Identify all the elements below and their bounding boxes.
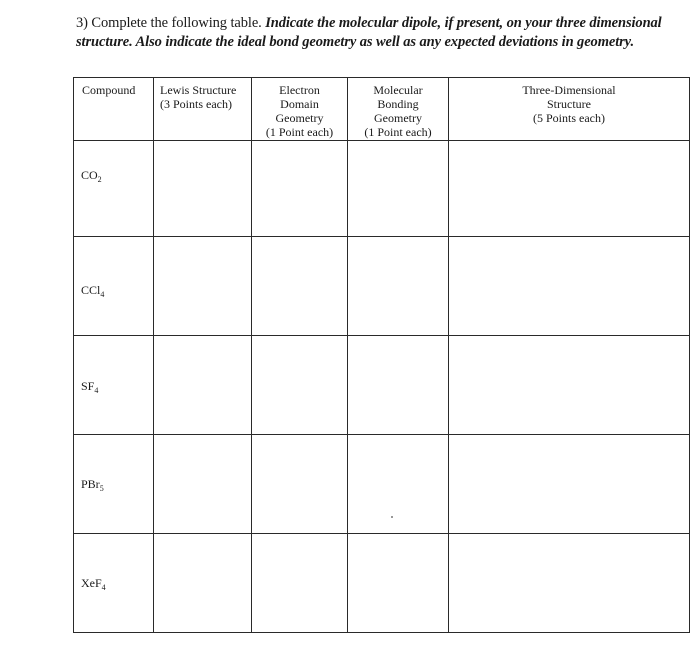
stray-pen-mark bbox=[391, 516, 393, 518]
molecular-bonding-geometry-cell[interactable] bbox=[348, 141, 449, 237]
question-emphasis: Indicate the molecular dipole, if present, on your three dimensional structure. Also indicate the ideal bond geometry as well as any expected deviations in geometry. bbox=[76, 15, 662, 50]
compound-subscript: 4 bbox=[94, 386, 99, 395]
compound-formula: SF bbox=[81, 379, 95, 393]
compound-label bbox=[74, 336, 153, 394]
compound-cell bbox=[74, 141, 154, 237]
three-dimensional-structure-cell[interactable] bbox=[449, 534, 690, 633]
header-row bbox=[74, 78, 690, 141]
molecular-bonding-geometry-cell[interactable] bbox=[348, 435, 449, 534]
compound-subscript: 4 bbox=[100, 290, 105, 299]
three-dimensional-structure-cell[interactable] bbox=[449, 237, 690, 336]
compound-formula: PBr bbox=[81, 477, 100, 491]
electron-domain-geometry-cell[interactable] bbox=[252, 237, 348, 336]
question-intro: Complete the following table. bbox=[91, 15, 262, 31]
table-row bbox=[74, 336, 690, 435]
header-compound-label: Compound bbox=[82, 83, 136, 97]
compound-subscript: 4 bbox=[101, 583, 106, 592]
molecular-bonding-geometry-cell[interactable] bbox=[348, 237, 449, 336]
header-molecular-bonding-geometry bbox=[348, 78, 449, 141]
molecular-bonding-geometry-cell[interactable] bbox=[348, 336, 449, 435]
table-row bbox=[74, 141, 690, 237]
compound-formula: CCl bbox=[81, 283, 101, 297]
question-prompt bbox=[76, 14, 688, 52]
lewis-structure-cell[interactable] bbox=[154, 141, 252, 237]
three-dimensional-structure-cell[interactable] bbox=[449, 435, 690, 534]
header-lewis-structure bbox=[154, 78, 252, 141]
header-electron-domain-geometry-label: Electron Domain Geometry (1 Point each) bbox=[265, 83, 334, 139]
lewis-structure-cell[interactable] bbox=[154, 237, 252, 336]
header-three-dimensional-structure-label: Three-Dimensional Structure (5 Points each) bbox=[522, 83, 616, 125]
header-three-dimensional-structure bbox=[449, 78, 690, 141]
electron-domain-geometry-cell[interactable] bbox=[252, 336, 348, 435]
question-number: 3) bbox=[76, 15, 88, 31]
header-lewis-structure-label: Lewis Structure (3 Points each) bbox=[160, 83, 237, 111]
lewis-structure-cell[interactable] bbox=[154, 534, 252, 633]
compound-subscript: 5 bbox=[99, 484, 104, 493]
three-dimensional-structure-cell[interactable] bbox=[449, 336, 690, 435]
compound-formula: CO bbox=[81, 168, 98, 182]
header-molecular-bonding-geometry-label: Molecular Bonding Geometry (1 Point each) bbox=[364, 83, 432, 139]
table-row bbox=[74, 534, 690, 633]
compound-label bbox=[74, 534, 153, 591]
three-dimensional-structure-cell[interactable] bbox=[449, 141, 690, 237]
lewis-structure-cell[interactable] bbox=[154, 336, 252, 435]
table-row bbox=[74, 237, 690, 336]
electron-domain-geometry-cell[interactable] bbox=[252, 435, 348, 534]
compound-formula: XeF bbox=[81, 576, 102, 590]
lewis-structure-cell[interactable] bbox=[154, 435, 252, 534]
table-row bbox=[74, 435, 690, 534]
compound-cell bbox=[74, 435, 154, 534]
compound-table bbox=[73, 77, 690, 633]
electron-domain-geometry-cell[interactable] bbox=[252, 141, 348, 237]
compound-label bbox=[74, 435, 153, 492]
header-electron-domain-geometry bbox=[252, 78, 348, 141]
electron-domain-geometry-cell[interactable] bbox=[252, 534, 348, 633]
compound-label bbox=[74, 141, 153, 183]
compound-cell bbox=[74, 534, 154, 633]
compound-cell bbox=[74, 336, 154, 435]
header-compound bbox=[74, 78, 154, 141]
compound-subscript: 2 bbox=[97, 175, 102, 184]
compound-label bbox=[74, 237, 153, 298]
molecular-bonding-geometry-cell[interactable] bbox=[348, 534, 449, 633]
compound-cell bbox=[74, 237, 154, 336]
